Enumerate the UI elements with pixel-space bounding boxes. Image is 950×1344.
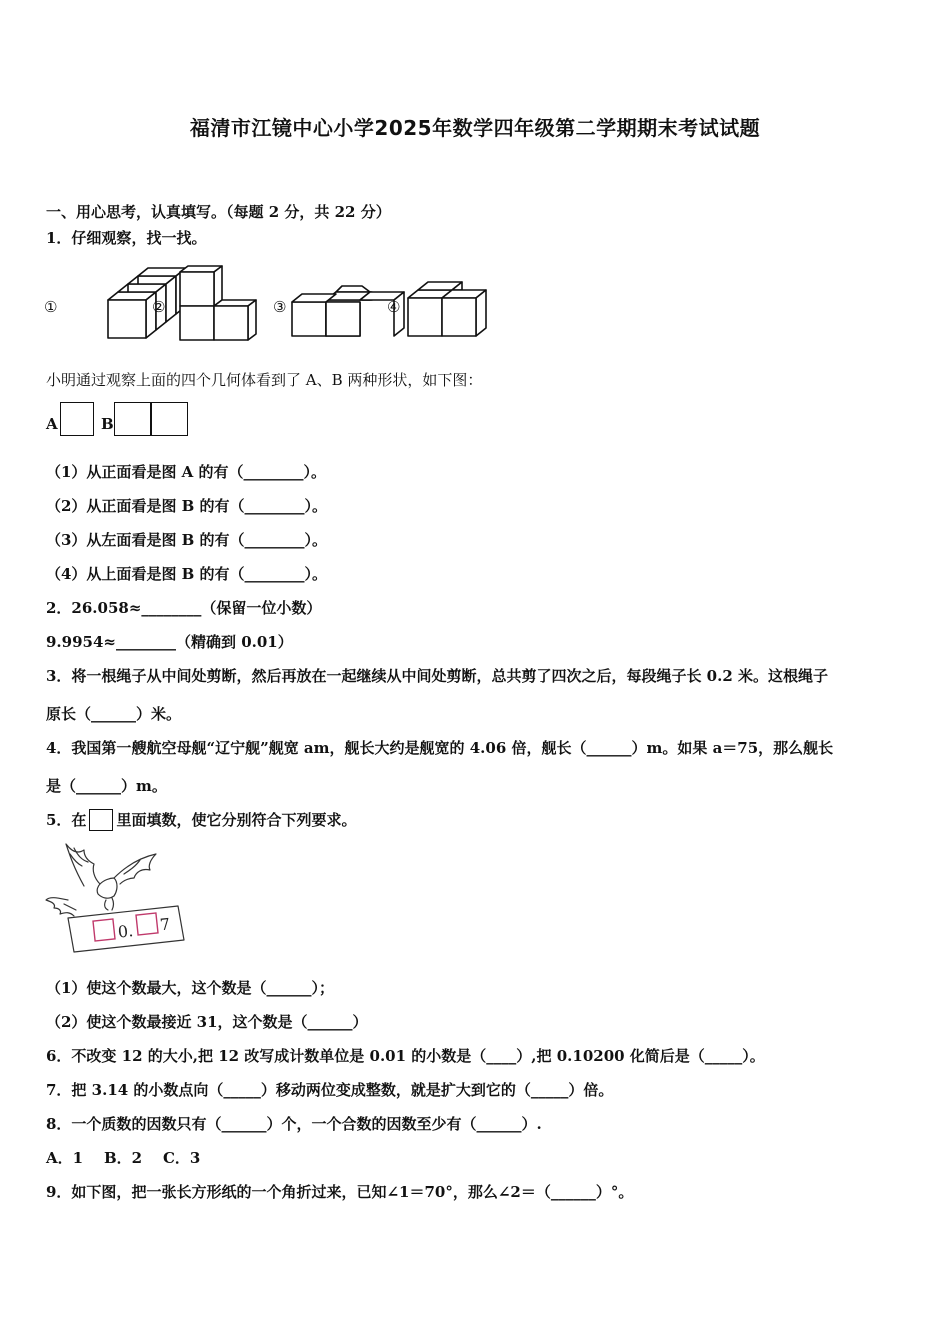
question-1-sub-4: （4）从上面看是图 B 的有（________）。 [46,565,328,583]
figure-label-2: ② [152,298,166,316]
card-digit-seven: 7 [158,914,171,935]
question-4-line-2: 是（______）m。 [46,777,167,795]
question-5-stem-after: 里面填数，使它分别符合下列要求。 [116,811,357,829]
question-5-sub-2: （2）使这个数最接近 31，这个数是（______） [46,1013,368,1031]
question-3-line-1: 3．将一根绳子从中间处剪断，然后再放在一起继续从中间处剪断，总共剪了四次之后，每段绳子长 0.2 米。这根绳子 [46,667,828,685]
shape-b-square-1 [114,402,152,436]
cube-figure-4 [408,282,486,336]
cube-figure-2 [180,266,256,340]
question-1-sub-2: （2）从正面看是图 B 的有（________）。 [46,497,328,515]
eagle-card-figure [44,838,194,958]
section-heading: 一、用心思考，认真填写。（每题 2 分，共 22 分） [46,203,391,221]
question-2-line-1: 2．26.058≈________（保留一位小数） [46,599,322,617]
figure-label-4: ④ [387,298,401,316]
question-1-stem: 1．仔细观察，找一找。 [46,229,207,247]
question-5-stem [46,809,906,831]
question-1-sub-1: （1）从正面看是图 A 的有（________）。 [46,463,327,481]
shape-label-b: B [101,415,114,433]
question-7: 7．把 3.14 的小数点向（_____）移动两位变成整数，就是扩大到它的（_____）倍。 [46,1081,614,1099]
question-2-line-2: 9.9954≈________（精确到 0.01） [46,633,293,651]
question-6: 6．不改变 12 的大小,把 12 改写成计数单位是 0.01 的小数是（____）,把 0.10200 化简后是（_____）。 [46,1047,765,1065]
page-title: 福清市江镜中心小学2025年数学四年级第二学期期末考试试题 [189,116,761,140]
question-1-sub-3: （3）从左面看是图 B 的有（________）。 [46,531,328,549]
shape-label-a: A [46,415,58,433]
cube-figure-1 [108,268,186,338]
question-4-line-1: 4．我国第一艘航空母舰“辽宁舰”舰宽 am，舰长大约是舰宽的 4.06 倍，舰长（______）m。如果 a＝75，那么舰长 [46,739,834,757]
figure-label-3: ③ [273,298,287,316]
cube-figures [44,262,514,352]
question-9: 9．如下图，把一张长方形纸的一个角折过来，已知∠1＝70°，那么∠2＝（______）°。 [46,1183,634,1201]
question-1-intro: 小明通过观察上面的四个几何体看到了 A、B 两种形状，如下图： [46,371,483,389]
question-8-options: A．1 B．2 C．3 [46,1149,201,1167]
card-decimal-point: 0. [116,921,135,942]
answer-box-icon [89,809,113,831]
question-8-stem: 8．一个质数的因数只有（______）个，一个合数的因数至少有（______）. [46,1115,542,1133]
question-5-stem-before: 5．在 [46,811,87,829]
shape-a-square [60,402,94,436]
shape-b-square-2 [150,402,188,436]
figure-label-1: ① [44,298,58,316]
question-5-sub-1: （1）使这个数最大，这个数是（______）； [46,979,334,997]
question-3-line-2: 原长（______）米。 [46,705,182,723]
